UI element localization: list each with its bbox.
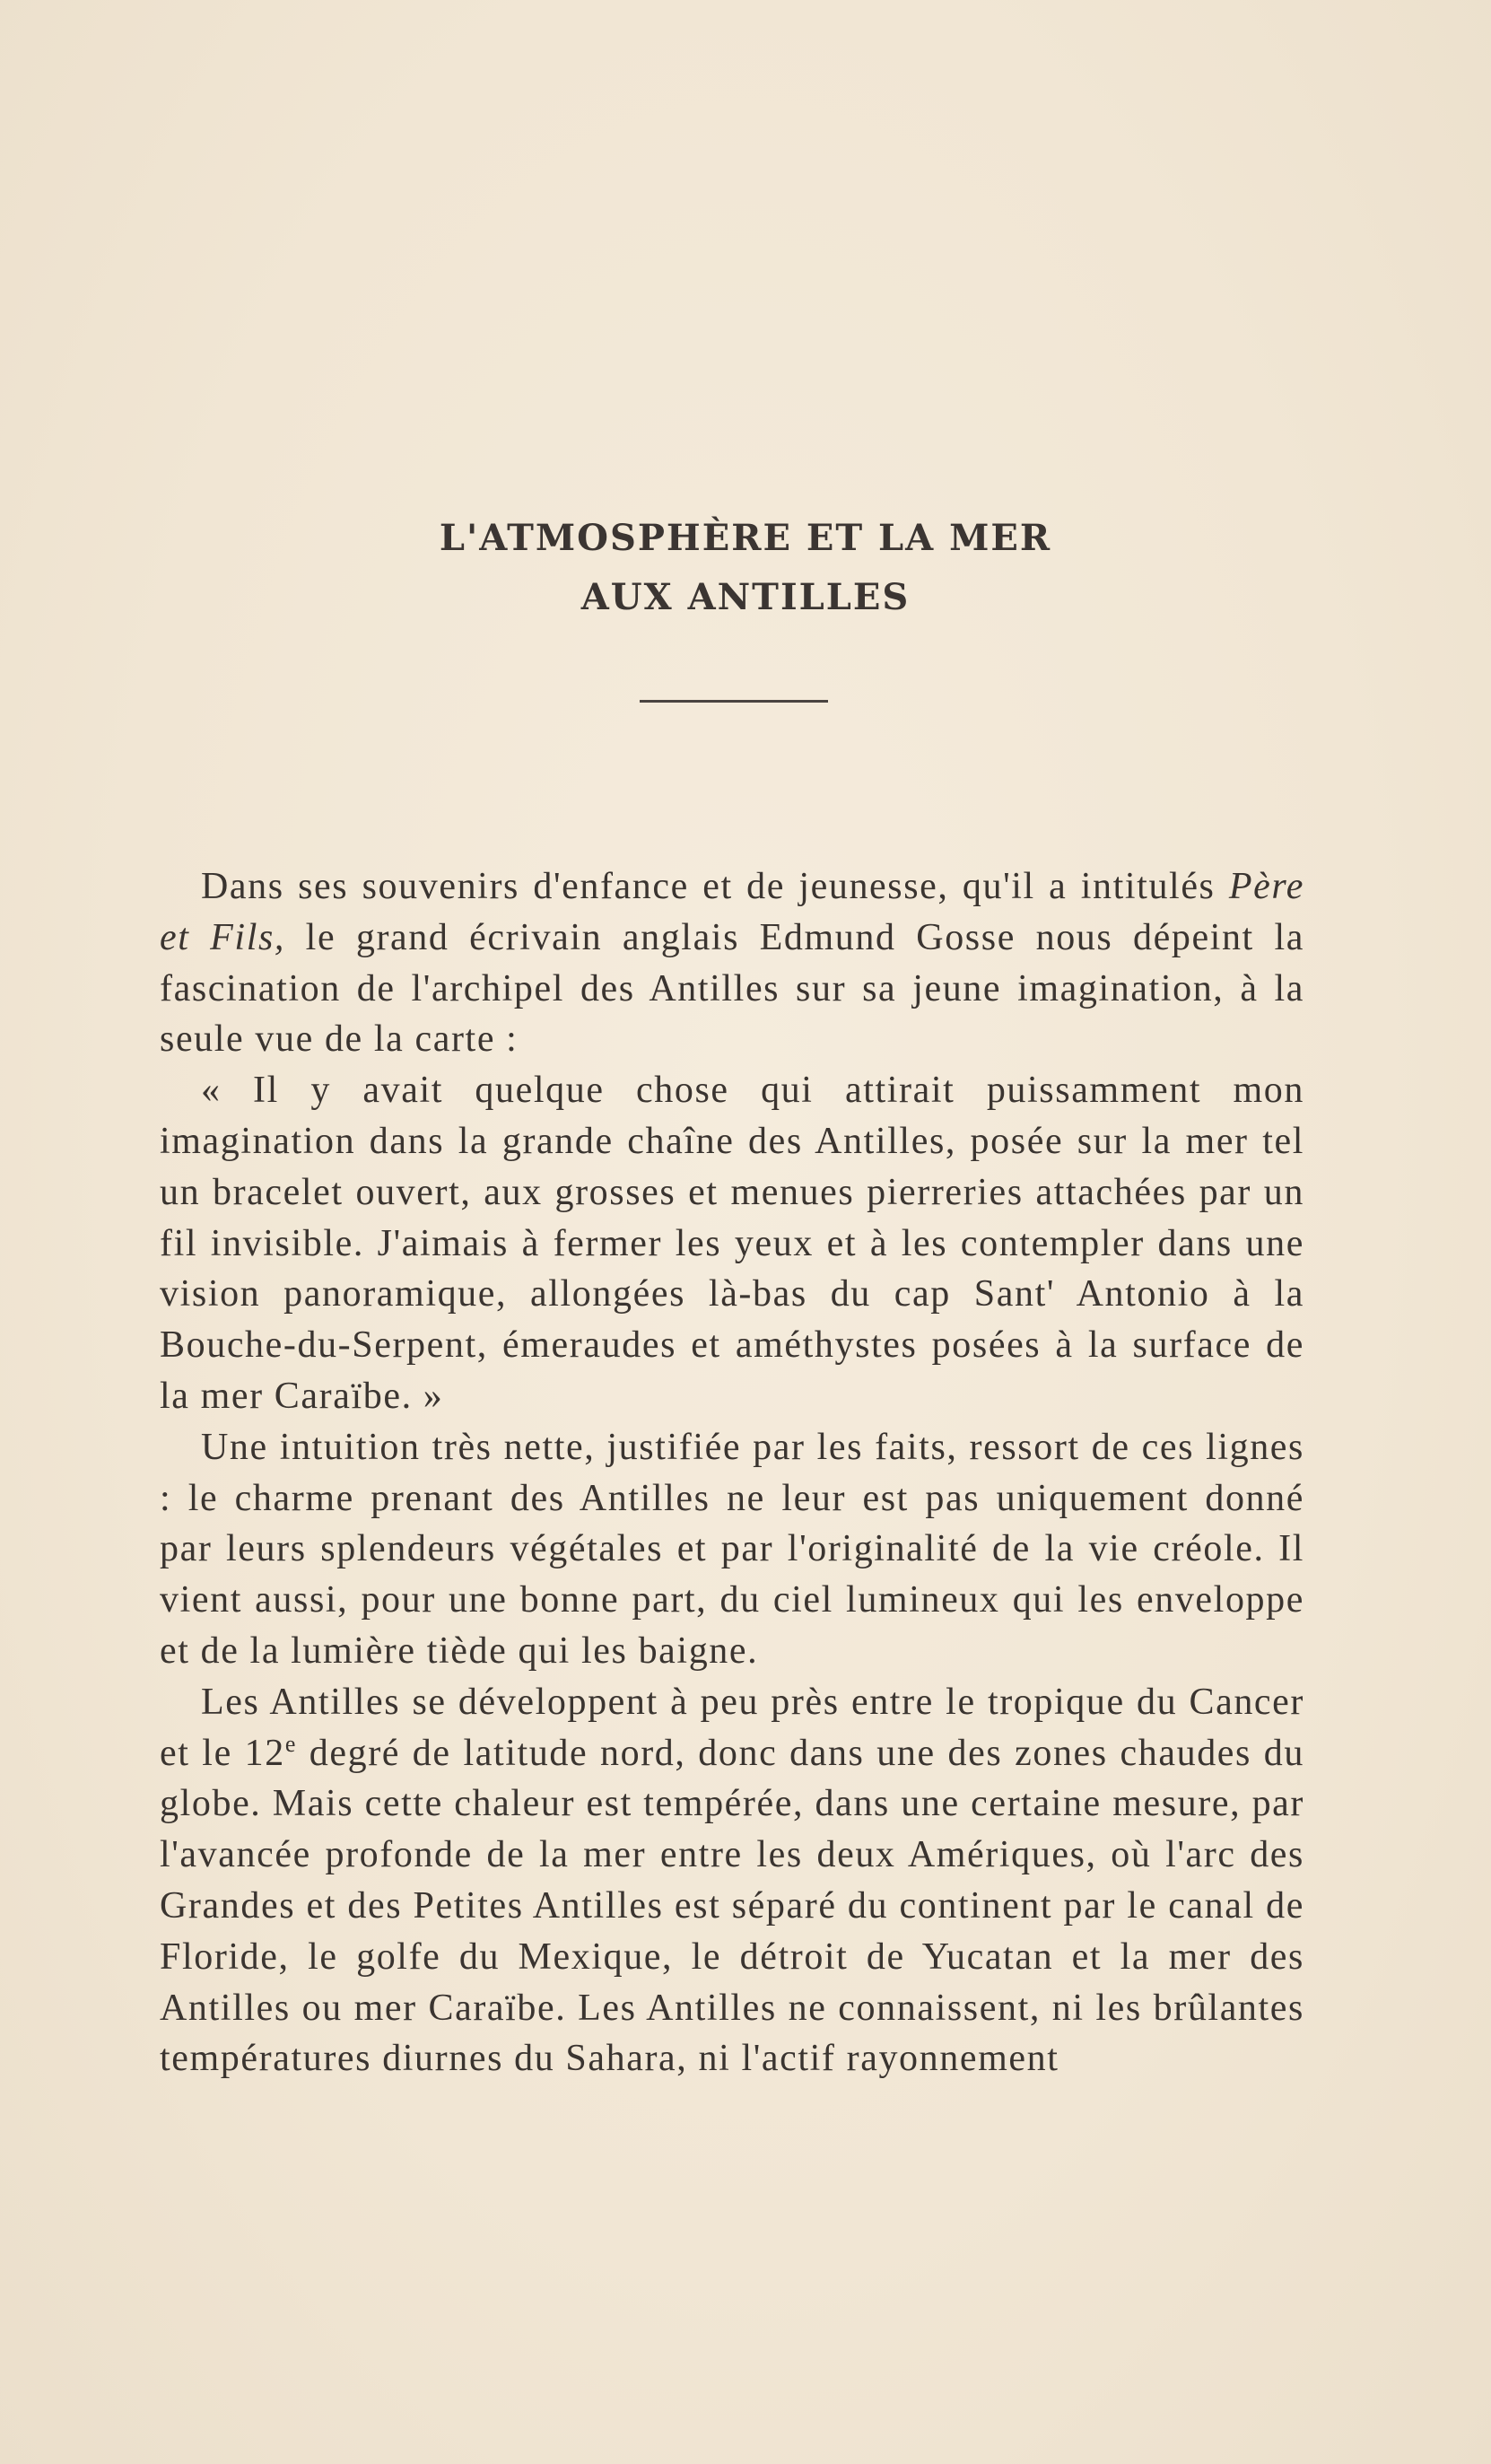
paragraph-3: Une intuition très nette, justifiée par les faits, ressort de ces lignes : le charme prenant des Antilles ne leur est pas uniquement donné par leurs splendeurs végétales et par l'originalité de la vie créole. Il vient aussi, pour une bonne part, du ciel lumineux qui les enveloppe et de la lumière tiède qui les baigne. (160, 1426, 1304, 1672)
paragraph-1 (160, 861, 1304, 1065)
book-title-pere-et-fils: Père et Fils, (160, 866, 1304, 958)
paragraph-4-text-b: degré de latitude nord, donc dans une des zones chaudes du globe. Mais cette chaleur est tempérée, dans une certaine mesure, par l'avancée profonde de la mer entre les deux Amériques, où l'arc des Grandes et des Petites Antilles est séparé du continent par le canal de Floride, le golfe du Mexique, le détroit de Yucatan et la mer des Antilles ou mer Caraïbe. Les Antilles ne connaissent, ni les brûlantes températures diurnes du Sahara, ni l'actif rayonnement (160, 1732, 1304, 2080)
chapter-title-line-2: AUX ANTILLES (580, 576, 911, 618)
paragraph-4 (160, 1677, 1304, 2084)
ordinal-superscript: e (284, 1730, 297, 1757)
paragraph-4-text-a: Les Antilles se développent à peu près entre le tropique du Cancer et le 12 (160, 1681, 1304, 1774)
title-divider (640, 700, 828, 703)
paragraph-2-quotation: « Il y avait quelque chose qui attirait puissamment mon imagination dans la grande chaîne des Antilles, posée sur la mer tel un bracelet ouvert, aux grosses et menues pierreries attachées par un fil invisible. J'aimais à fermer les yeux et à les contempler dans une vision panoramique, allongées là-bas du cap Sant' Antonio à la Bouche-du-Serpent, émeraudes et améthystes posées à la surface de la mer Caraïbe. » (160, 1070, 1304, 1417)
chapter-title-line-1: L'ATMOSPHÈRE ET LA MER (439, 517, 1052, 559)
paragraph-1-text-b: le grand écrivain anglais Edmund Gosse nous dépeint la fascination de l'archipel des Antilles sur sa jeune imagination, à la seule vue de la carte : (160, 916, 1304, 1061)
body-text (160, 861, 1304, 2084)
paragraph-1-text-a: Dans ses souvenirs d'enfance et de jeunesse, qu'il a intitulés (201, 866, 1229, 907)
